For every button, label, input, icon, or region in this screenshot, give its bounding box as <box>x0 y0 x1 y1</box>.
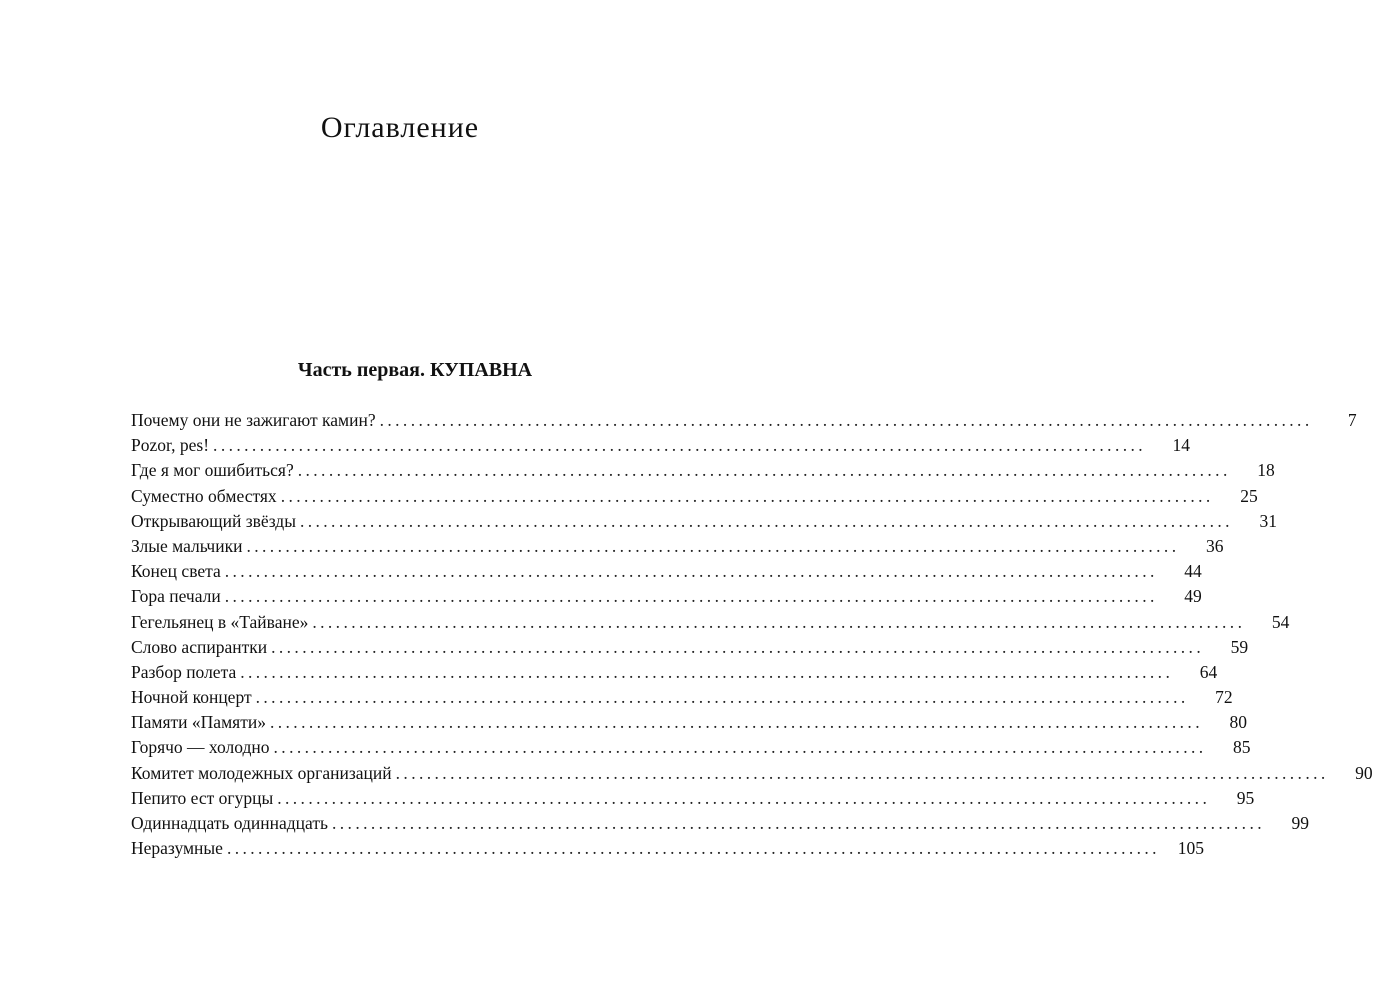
entry-title: Суместно обместях <box>131 485 277 506</box>
entry-title: Разбор полета <box>131 661 237 682</box>
dot-leader: ........................................................................................................................ <box>269 712 1203 733</box>
entry-title: Одиннадцать одиннадцать <box>131 813 328 833</box>
dot-leader: ........................................................................................................................ <box>226 838 1160 859</box>
dot-leader: ........................................................................................................................ <box>312 611 1246 632</box>
entry-page-number: 105 <box>1177 838 1204 859</box>
toc-entry <box>131 559 1202 584</box>
page-title: Оглавление <box>320 111 480 144</box>
entry-page-number: 85 <box>1233 737 1251 758</box>
toc-entry <box>131 534 1224 559</box>
entry-title: Почему они не зажигают камин? <box>131 410 376 430</box>
entry-page-number: 90 <box>1355 762 1373 783</box>
entry-title: Злые мальчики <box>131 535 243 556</box>
dot-leader: ........................................................................................................................ <box>271 636 1205 657</box>
toc-entry <box>131 710 1247 735</box>
entry-title: Открывающий звёзды <box>131 510 296 531</box>
dot-leader: ........................................................................................................................ <box>277 787 1211 808</box>
entry-title: Слово аспирантки <box>131 636 268 657</box>
dot-leader: ........................................................................................................................ <box>299 510 1233 531</box>
dot-leader: ........................................................................................................................ <box>240 661 1174 682</box>
toc-entry <box>131 408 1357 433</box>
entry-title: Ночной концерт <box>131 687 252 708</box>
dot-leader: ........................................................................................................................ <box>332 813 1265 833</box>
entry-title: Комитет молодежных организаций <box>131 762 392 783</box>
toc-entry <box>131 811 1309 836</box>
entry-page-number: 18 <box>1257 460 1275 481</box>
entry-title: Pozor, pes! <box>131 435 210 456</box>
toc-entry <box>131 685 1233 710</box>
entry-page-number: 64 <box>1199 661 1218 682</box>
entry-page-number: 54 <box>1271 611 1290 632</box>
entry-page-number: 80 <box>1229 712 1247 733</box>
entry-page-number: 59 <box>1230 636 1249 657</box>
toc-entry <box>131 635 1249 660</box>
dot-leader: ........................................................................................................................ <box>224 586 1158 607</box>
toc-entry <box>131 458 1275 483</box>
toc-entry <box>131 786 1255 811</box>
entry-title: Памяти «Памяти» <box>131 712 266 733</box>
entry-title: Горячо — холодно <box>131 737 270 758</box>
toc-entry <box>131 761 1373 786</box>
entry-title: Пепито ест огурцы <box>131 787 274 808</box>
entry-page-number: 44 <box>1184 561 1202 582</box>
entry-title: Конец света <box>131 561 221 582</box>
entry-page-number: 7 <box>1347 410 1357 430</box>
dot-leader: ........................................................................................................................ <box>213 435 1147 456</box>
entry-title: Гегельянец в «Тайване» <box>131 611 309 632</box>
toc-entry <box>131 735 1251 760</box>
toc-entry <box>131 660 1218 685</box>
entry-page-number: 99 <box>1291 813 1309 833</box>
dot-leader: ........................................................................................................................ <box>255 687 1189 708</box>
dot-leader: ........................................................................................................................ <box>297 460 1231 481</box>
entry-page-number: 14 <box>1172 435 1191 456</box>
toc-entry <box>131 836 1204 861</box>
dot-leader: ........................................................................................................................ <box>224 561 1158 582</box>
entry-title: Гора печали <box>131 586 221 607</box>
dot-leader: ........................................................................................................................ <box>273 737 1207 758</box>
toc-entry <box>131 584 1202 609</box>
dot-leader: ........................................................................................................................ <box>395 762 1329 783</box>
table-of-contents <box>131 408 1373 861</box>
entry-page-number: 31 <box>1259 510 1277 531</box>
entry-page-number: 95 <box>1236 787 1255 808</box>
dot-leader: ........................................................................................................................ <box>246 535 1180 556</box>
entry-page-number: 49 <box>1184 586 1202 607</box>
entry-page-number: 25 <box>1240 485 1258 506</box>
entry-page-number: 72 <box>1215 687 1233 708</box>
entry-title: Где я мог ошибиться? <box>131 460 294 481</box>
entry-page-number: 36 <box>1205 535 1224 556</box>
toc-entry <box>131 509 1277 534</box>
dot-leader: ........................................................................................................................ <box>379 410 1313 430</box>
dot-leader: ........................................................................................................................ <box>280 485 1214 506</box>
toc-entry <box>131 484 1258 509</box>
toc-entry <box>131 610 1290 635</box>
part-title: Часть первая. КУПАВНА <box>297 359 533 381</box>
toc-entry <box>131 433 1191 458</box>
entry-title: Неразумные <box>131 838 223 859</box>
